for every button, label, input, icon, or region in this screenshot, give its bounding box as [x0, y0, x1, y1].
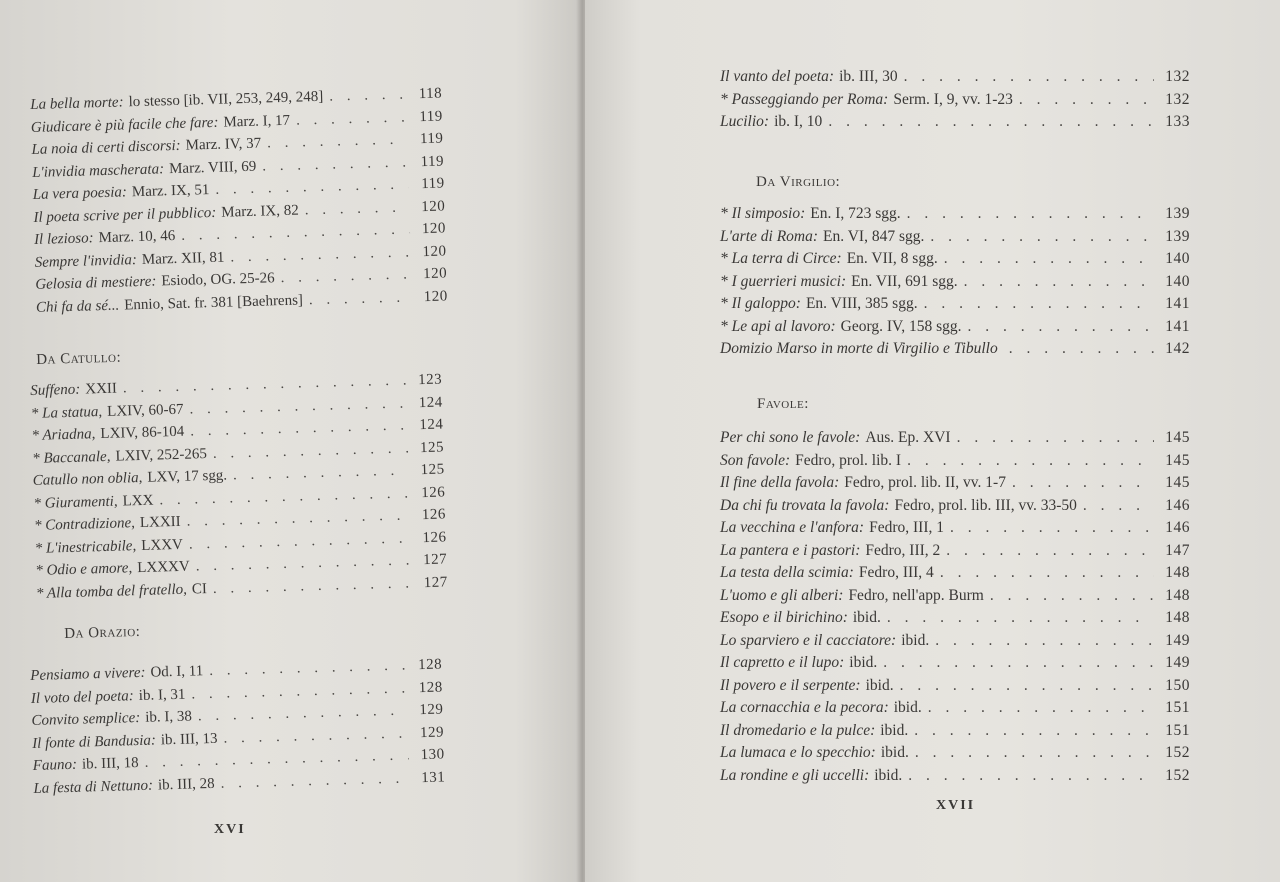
- toc-entry-reference: LXIV, 252-265: [115, 445, 208, 465]
- toc-entry-title: * Il galoppo:: [720, 295, 801, 312]
- toc-entry-page-number: 151: [1165, 699, 1190, 716]
- toc-entry-title: Il capretto e il lupo:: [720, 654, 845, 671]
- toc-entry-title: Lo sparviero e il cacciatore:: [720, 631, 897, 649]
- toc-entry-reference: ib. III, 30: [839, 68, 898, 85]
- toc-entry-page-number: 124: [418, 393, 443, 411]
- toc-entry-reference: ibid.: [880, 721, 909, 739]
- toc-entry-page-number: 149: [1165, 631, 1190, 649]
- toc-entry: [720, 607, 1190, 630]
- toc-entry: [720, 111, 1190, 134]
- toc-entry: [720, 517, 1190, 540]
- toc-entry-page-number: 140: [1165, 250, 1190, 267]
- dot-leader: [946, 540, 1154, 563]
- toc-entry: [720, 742, 1190, 765]
- toc-entry-title: * Le api al lavoro:: [720, 317, 836, 335]
- dot-leader: [887, 607, 1154, 630]
- dot-leader: [828, 111, 1154, 134]
- toc-entry-reference: ibid.: [893, 699, 922, 716]
- toc-entry-title: Son favole:: [720, 451, 791, 469]
- left-top-list: [30, 82, 448, 318]
- toc-entry-page-number: 152: [1165, 766, 1190, 784]
- toc-entry-title: * Passeggiando per Roma:: [720, 90, 889, 108]
- toc-entry-page-number: 120: [422, 265, 448, 283]
- toc-entry-reference: Fedro, III, 2: [865, 541, 941, 559]
- toc-entry-page-number: 145: [1165, 474, 1190, 491]
- toc-entry-title: Domizio Marso in morte di Virgilio e Tibullo: [720, 340, 998, 357]
- toc-entry-reference: En. I, 723 sgg.: [810, 205, 901, 222]
- toc-entry-page-number: 129: [419, 723, 445, 741]
- toc-entry-page-number: 150: [1165, 676, 1190, 694]
- dot-leader: [296, 106, 407, 132]
- toc-entry-title: Giudicare è più facile che fare:: [30, 114, 219, 136]
- page-folio-left: XVI: [214, 822, 246, 837]
- toc-entry-reference: Aus. Ep. XVI: [865, 429, 951, 446]
- toc-entry-reference: ib. III, 28: [157, 775, 215, 793]
- dot-leader: [1019, 89, 1154, 112]
- dot-leader: [968, 316, 1154, 339]
- toc-entry-reference: Ennio, Sat. fr. 381 [Baehrens]: [124, 291, 304, 313]
- toc-entry-page-number: 148: [1165, 586, 1190, 604]
- toc-entry-page-number: 120: [421, 197, 446, 215]
- toc-entry-reference: ib. III, 13: [160, 730, 218, 748]
- toc-entry-page-number: 148: [1165, 609, 1190, 626]
- toc-entry-reference: CI: [191, 580, 208, 598]
- toc-entry-reference: LXXV: [140, 536, 184, 554]
- toc-entry: [720, 316, 1190, 339]
- toc-entry-reference: Marz. IX, 51: [131, 182, 210, 201]
- toc-entry-reference: LXXXV: [137, 558, 190, 577]
- toc-entry-title: Il vanto del poeta:: [720, 68, 835, 85]
- dot-leader: [304, 196, 409, 221]
- toc-entry-reference: En. VIII, 385 sgg.: [805, 295, 918, 312]
- toc-entry-reference: En. VII, 8 sgg.: [846, 250, 938, 267]
- toc-entry-reference: LXIV, 86-104: [100, 423, 185, 443]
- toc-entry-title: La vecchina e l'anfora:: [720, 519, 865, 536]
- toc-entry-title: Il fine della favola:: [720, 474, 840, 491]
- toc-entry-page-number: 125: [420, 461, 445, 479]
- toc-entry-title: La pantera e i pastori:: [720, 541, 861, 559]
- toc-entry-reference: ib. I, 10: [774, 113, 823, 130]
- toc-entry-title: * La statua,: [30, 403, 103, 422]
- toc-entry-title: Per chi sono le favole:: [720, 429, 861, 446]
- dot-leader: [957, 427, 1154, 450]
- toc-entry-title: * Giuramenti,: [33, 493, 118, 512]
- toc-entry-page-number: 148: [1165, 564, 1190, 581]
- toc-entry: [720, 66, 1190, 89]
- toc-entry-reference: ibid.: [880, 744, 909, 761]
- toc-entry-reference: Od. I, 11: [150, 663, 204, 681]
- dot-leader: [950, 517, 1154, 540]
- toc-entry-page-number: 128: [417, 656, 443, 674]
- toc-entry-reference: En. VI, 847 sgg.: [823, 227, 925, 245]
- toc-entry-title: * Il simposio:: [720, 205, 806, 222]
- toc-entry-reference: Marz. XII, 81: [141, 249, 225, 268]
- toc-entry-title: Sempre l'invidia:: [34, 251, 138, 271]
- toc-entry-reference: Esiodo, OG. 25-26: [161, 270, 275, 290]
- toc-entry-title: Il fonte di Bandusia:: [31, 732, 157, 752]
- dot-leader: [928, 697, 1154, 720]
- catullo-list: [30, 368, 448, 604]
- toc-entry-title: Da chi fu trovata la favola:: [720, 496, 890, 514]
- dot-leader: [914, 720, 1154, 743]
- toc-entry-reference: LXV, 17 sgg.: [147, 467, 228, 486]
- page-folio-right: XVII: [936, 798, 976, 813]
- toc-entry-reference: XXII: [85, 380, 118, 398]
- toc-entry-title: Convito semplice:: [31, 709, 141, 729]
- toc-entry-reference: Georg. IV, 158 sgg.: [840, 317, 962, 335]
- dot-leader: [904, 66, 1154, 89]
- section-heading-virgilio: Da Virgilio:: [756, 174, 841, 190]
- toc-entry-title: Pensiamo a vivere:: [30, 664, 146, 684]
- toc-entry-page-number: 126: [421, 506, 447, 524]
- toc-entry: [720, 675, 1190, 698]
- toc-entry-reference: ib. I, 38: [145, 708, 193, 726]
- toc-entry-reference: LXXII: [139, 513, 181, 531]
- dot-leader: [930, 226, 1154, 249]
- toc-entry-reference: ib. I, 31: [138, 686, 186, 704]
- dot-leader: [907, 203, 1154, 226]
- toc-entry-title: La bella morte:: [30, 94, 124, 113]
- toc-entry-page-number: 119: [419, 130, 444, 148]
- toc-entry-page-number: 126: [421, 483, 446, 501]
- toc-entry-title: Catullo non oblia,: [32, 469, 143, 489]
- toc-entry-reference: Fedro, prol. lib. III, vv. 33-50: [894, 496, 1077, 514]
- right-top-list: [720, 66, 1190, 134]
- toc-entry-page-number: 133: [1165, 113, 1190, 130]
- toc-entry-reference: Fedro, prol. lib. II, vv. 1-7: [844, 474, 1006, 491]
- toc-entry-page-number: 124: [419, 416, 444, 434]
- toc-entry-title: La lumaca e lo specchio:: [720, 744, 876, 761]
- toc-entry-page-number: 127: [423, 573, 449, 591]
- dot-leader: [940, 562, 1154, 585]
- toc-entry-page-number: 120: [421, 220, 447, 238]
- dot-leader: [220, 767, 409, 795]
- dot-leader: [935, 630, 1154, 653]
- toc-entry-page-number: 132: [1165, 68, 1190, 85]
- favole-list: [720, 427, 1190, 787]
- toc-entry-page-number: 123: [417, 371, 443, 389]
- toc-entry-page-number: 141: [1165, 295, 1190, 312]
- dot-leader: [1009, 338, 1154, 361]
- dot-leader: [213, 572, 413, 600]
- toc-entry-title: * Alla tomba del fratello,: [35, 581, 188, 602]
- toc-entry-reference: Marz. IV, 37: [185, 135, 262, 154]
- toc-entry-reference: ibid.: [874, 766, 903, 784]
- dot-leader: [990, 585, 1154, 608]
- dot-leader: [900, 675, 1154, 698]
- toc-entry-title: * L'inestricabile,: [34, 537, 137, 557]
- toc-entry-reference: ib. III, 18: [81, 755, 139, 773]
- toc-entry-title: Lucilio:: [720, 113, 770, 130]
- toc-entry-page-number: 139: [1165, 227, 1190, 245]
- toc-entry-reference: Fedro, III, 1: [869, 519, 944, 536]
- toc-entry-title: Fauno:: [32, 756, 78, 774]
- toc-entry-page-number: 146: [1165, 496, 1190, 514]
- toc-entry-title: * Baccanale,: [31, 448, 111, 467]
- toc-entry-reference: Fedro, nell'app. Burm: [848, 586, 984, 604]
- toc-entry-page-number: 149: [1165, 654, 1190, 671]
- toc-entry-reference: LXX: [122, 492, 154, 509]
- toc-entry: [720, 427, 1190, 450]
- toc-entry-page-number: 152: [1165, 744, 1190, 761]
- toc-entry-reference: En. VII, 691 sgg.: [851, 272, 958, 290]
- toc-entry-title: Gelosia di mestiere:: [35, 273, 157, 293]
- toc-entry-page-number: 151: [1165, 721, 1190, 739]
- toc-entry: [720, 271, 1190, 294]
- dot-leader: [309, 286, 413, 311]
- toc-entry: [720, 338, 1190, 361]
- toc-entry-title: L'uomo e gli alberi:: [720, 586, 844, 604]
- toc-entry-title: Il dromedario e la pulce:: [720, 721, 876, 739]
- toc-entry-reference: LXIV, 60-67: [106, 401, 184, 420]
- toc-entry-page-number: 139: [1165, 205, 1190, 222]
- toc-entry-page-number: 141: [1165, 317, 1190, 335]
- dot-leader: [964, 271, 1154, 294]
- toc-entry: [720, 248, 1190, 271]
- toc-entry-title: Il povero e il serpente:: [720, 676, 861, 694]
- toc-entry-page-number: 145: [1165, 429, 1190, 446]
- dot-leader: [329, 84, 407, 109]
- toc-entry-reference: Serm. I, 9, vv. 1-23: [893, 90, 1013, 108]
- toc-entry-reference: Fedro, III, 4: [858, 564, 934, 581]
- toc-entry-title: Suffeno:: [30, 381, 81, 399]
- toc-entry-reference: ibid.: [849, 654, 878, 671]
- dot-leader: [924, 293, 1154, 316]
- toc-entry-reference: ibid.: [865, 676, 894, 694]
- toc-entry-page-number: 118: [418, 85, 443, 103]
- toc-entry-title: La cornacchia e la pecora:: [720, 699, 889, 716]
- toc-entry-title: Il voto del poeta:: [30, 687, 135, 707]
- toc-entry-title: Il lezioso:: [33, 230, 94, 248]
- toc-entry-title: L'invidia mascherata:: [31, 160, 165, 181]
- toc-entry: [720, 89, 1190, 112]
- toc-entry: [720, 495, 1190, 518]
- toc-entry-page-number: 126: [422, 528, 447, 546]
- toc-entry-title: * I guerrieri musici:: [720, 272, 847, 290]
- dot-leader: [1083, 495, 1154, 518]
- toc-entry-title: * La terra di Circe:: [720, 250, 842, 267]
- toc-entry: [720, 585, 1190, 608]
- section-heading-orazio: Da Orazio:: [64, 623, 141, 642]
- toc-entry: [720, 226, 1190, 249]
- toc-entry-page-number: 131: [421, 768, 446, 786]
- toc-entry: [720, 630, 1190, 653]
- toc-entry-title: Il poeta scrive per il pubblico:: [33, 204, 217, 226]
- toc-entry-page-number: 140: [1165, 272, 1190, 290]
- toc-entry-page-number: 145: [1165, 451, 1190, 469]
- toc-entry-reference: Marz. IX, 82: [221, 202, 299, 221]
- toc-entry: [720, 720, 1190, 743]
- toc-entry-title: La festa di Nettuno:: [33, 777, 154, 797]
- toc-entry-page-number: 128: [418, 678, 443, 696]
- toc-entry-reference: ibid.: [852, 609, 881, 626]
- toc-entry: [720, 562, 1190, 585]
- toc-entry-page-number: 119: [419, 107, 443, 125]
- toc-entry: [720, 765, 1190, 788]
- dot-leader: [1012, 472, 1154, 495]
- dot-leader: [883, 652, 1154, 675]
- toc-entry-page-number: 142: [1165, 340, 1190, 357]
- toc-entry-page-number: 125: [419, 438, 445, 456]
- toc-entry-page-number: 120: [423, 287, 449, 305]
- toc-entry-title: La rondine e gli uccelli:: [720, 766, 870, 784]
- toc-entry-page-number: 119: [420, 152, 445, 170]
- toc-entry: [720, 203, 1190, 226]
- toc-entry-reference: lo stesso [ib. VII, 253, 249, 248]: [128, 88, 324, 111]
- toc-entry: [720, 652, 1190, 675]
- toc-entry-reference: ibid.: [901, 631, 930, 649]
- toc-entry-page-number: 146: [1165, 519, 1190, 536]
- toc-entry-page-number: 127: [422, 551, 448, 569]
- toc-entry-reference: Marz. VIII, 69: [168, 158, 257, 177]
- section-heading-catullo: Da Catullo:: [36, 349, 122, 368]
- dot-leader: [944, 248, 1154, 271]
- toc-entry-page-number: 130: [420, 746, 445, 764]
- toc-entry: [720, 472, 1190, 495]
- toc-entry-page-number: 132: [1165, 90, 1190, 108]
- toc-entry-page-number: 120: [422, 242, 447, 260]
- toc-entry-reference: Marz. 10, 46: [98, 228, 176, 247]
- toc-entry: [720, 697, 1190, 720]
- toc-entry: [720, 450, 1190, 473]
- orazio-list: [30, 653, 446, 799]
- virgilio-list: [720, 203, 1190, 361]
- toc-entry-reference: Marz. I, 17: [223, 112, 291, 131]
- dot-leader: [908, 765, 1154, 788]
- dot-leader: [907, 450, 1154, 473]
- toc-entry: [720, 540, 1190, 563]
- toc-entry-page-number: 147: [1165, 541, 1190, 559]
- toc-entry-page-number: 119: [420, 175, 445, 193]
- toc-entry-reference: Fedro, prol. lib. I: [795, 451, 902, 469]
- toc-entry-title: * Contradizione,: [33, 515, 136, 534]
- toc-entry-title: Chi fa da sé...: [35, 297, 120, 316]
- toc-entry: [720, 293, 1190, 316]
- toc-entry-title: Esopo e il birichino:: [720, 609, 848, 626]
- toc-entry-title: * Ariadna,: [31, 426, 96, 444]
- toc-entry-title: * Odio e amore,: [35, 560, 133, 579]
- section-heading-favole: Favole:: [757, 396, 809, 412]
- toc-entry-title: La testa della scimia:: [720, 564, 854, 581]
- left-page: [0, 0, 585, 882]
- dot-leader: [915, 742, 1154, 765]
- toc-entry-title: L'arte di Roma:: [720, 227, 819, 245]
- toc-entry-title: La noia di certi discorsi:: [31, 137, 181, 158]
- toc-entry-page-number: 129: [419, 701, 444, 719]
- toc-entry-title: La vera poesia:: [32, 184, 128, 203]
